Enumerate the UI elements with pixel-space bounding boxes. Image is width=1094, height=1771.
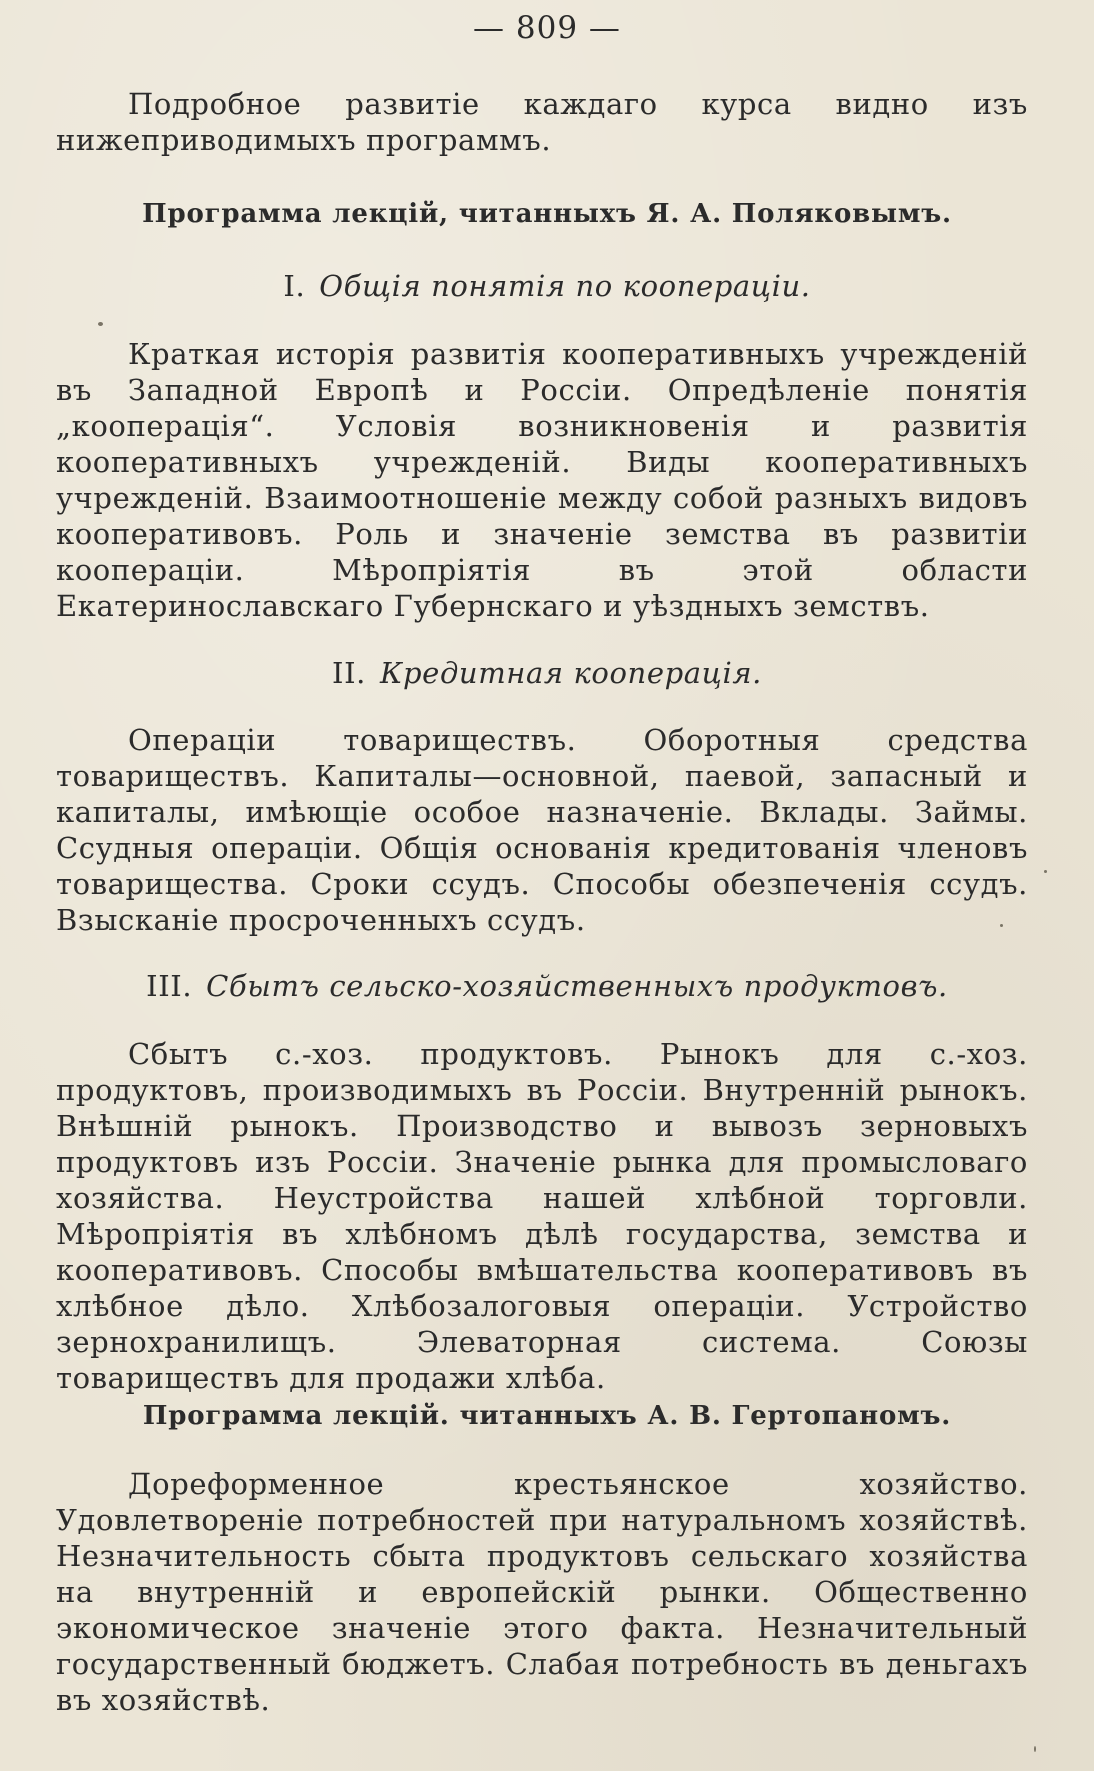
section-name: Сбытъ сельско-хозяйственныхъ продуктовъ. xyxy=(206,969,948,1003)
section-name: Общія понятія по кооперацiи. xyxy=(319,269,811,303)
section-1-paragraph: Краткая исторія развитія кооперативныхъ учрежденій въ Западной Европѣ и Россіи. Опредѣленіе понятія „кооперація“. Условія возникновенія и развитія кооперативныхъ учрежденій. Виды кооперативныхъ учрежденій. Взаимоотношеніе между собой разныхъ видовъ кооперативовъ. Роль и значеніе земства въ развитіи коопераціи. Мѣропріятія въ этой области Екатеринославскаго Губернскаго и уѣздныхъ земствъ. xyxy=(56,337,1028,623)
program-2-paragraph: Дореформенное крестьянское хозяйство. Удовлетвореніе потребностей при натуральномъ хозяйствѣ. Незначительность сбыта продуктовъ сельскаго хозяйства на внутренній и европейскій рынки. Общественно экономическое значеніе этого факта. Незначительный государственный бюджетъ. Слабая потребность въ деньгахъ въ хозяйствѣ. xyxy=(56,1467,1028,1717)
section-title-3 xyxy=(0,969,1094,1003)
section-number: III. xyxy=(146,969,193,1003)
program-heading-gertopan: Программа лекцій. читанныхъ А. В. Гертопаномъ. xyxy=(142,1401,952,1431)
section-title-1 xyxy=(0,269,1094,303)
section-2-paragraph: Операціи товариществъ. Оборотныя средства товариществъ. Капиталы—основной, паевой, запасный и капиталы, имѣющіе особое назначеніе. Вклады. Займы. Ссудныя операціи. Общія основанія кредитованія членовъ товарищества. Сроки ссудъ. Способы обезпеченія ссудъ. Взысканіе просроченныхъ ссудъ. xyxy=(56,723,1028,937)
section-title-2 xyxy=(0,656,1094,690)
program-heading-polyakov: Программа лекцій, читанныхъ Я. А. Поляковымъ. xyxy=(142,199,952,229)
intro-paragraph: Подробное развитіе каждаго курса видно изъ нижеприводимыхъ программъ. xyxy=(56,87,1028,157)
section-3-paragraph: Сбытъ с.-хоз. продуктовъ. Рынокъ для с.-хоз. продуктовъ, производимыхъ въ Россіи. Внутренній рынокъ. Внѣшній рынокъ. Производство и вывозъ зерновыхъ продуктовъ изъ Россіи. Значеніе рынка для промысловаго хозяйства. Неустройства нашей хлѣбной торговли. Мѣропріятія въ хлѣбномъ дѣлѣ государства, земства и кооперативовъ. Способы вмѣшательства кооперативовъ въ хлѣбное дѣло. Хлѣбозалоговыя операціи. Устройство зернохранилищъ. Элеваторная система. Союзы товариществъ для продажи хлѣба. xyxy=(56,1037,1028,1395)
section-name: Кредитная кооперація. xyxy=(379,656,762,690)
section-number: I. xyxy=(283,269,306,303)
page-number: — 809 — xyxy=(473,10,621,46)
section-number: II. xyxy=(332,656,366,690)
